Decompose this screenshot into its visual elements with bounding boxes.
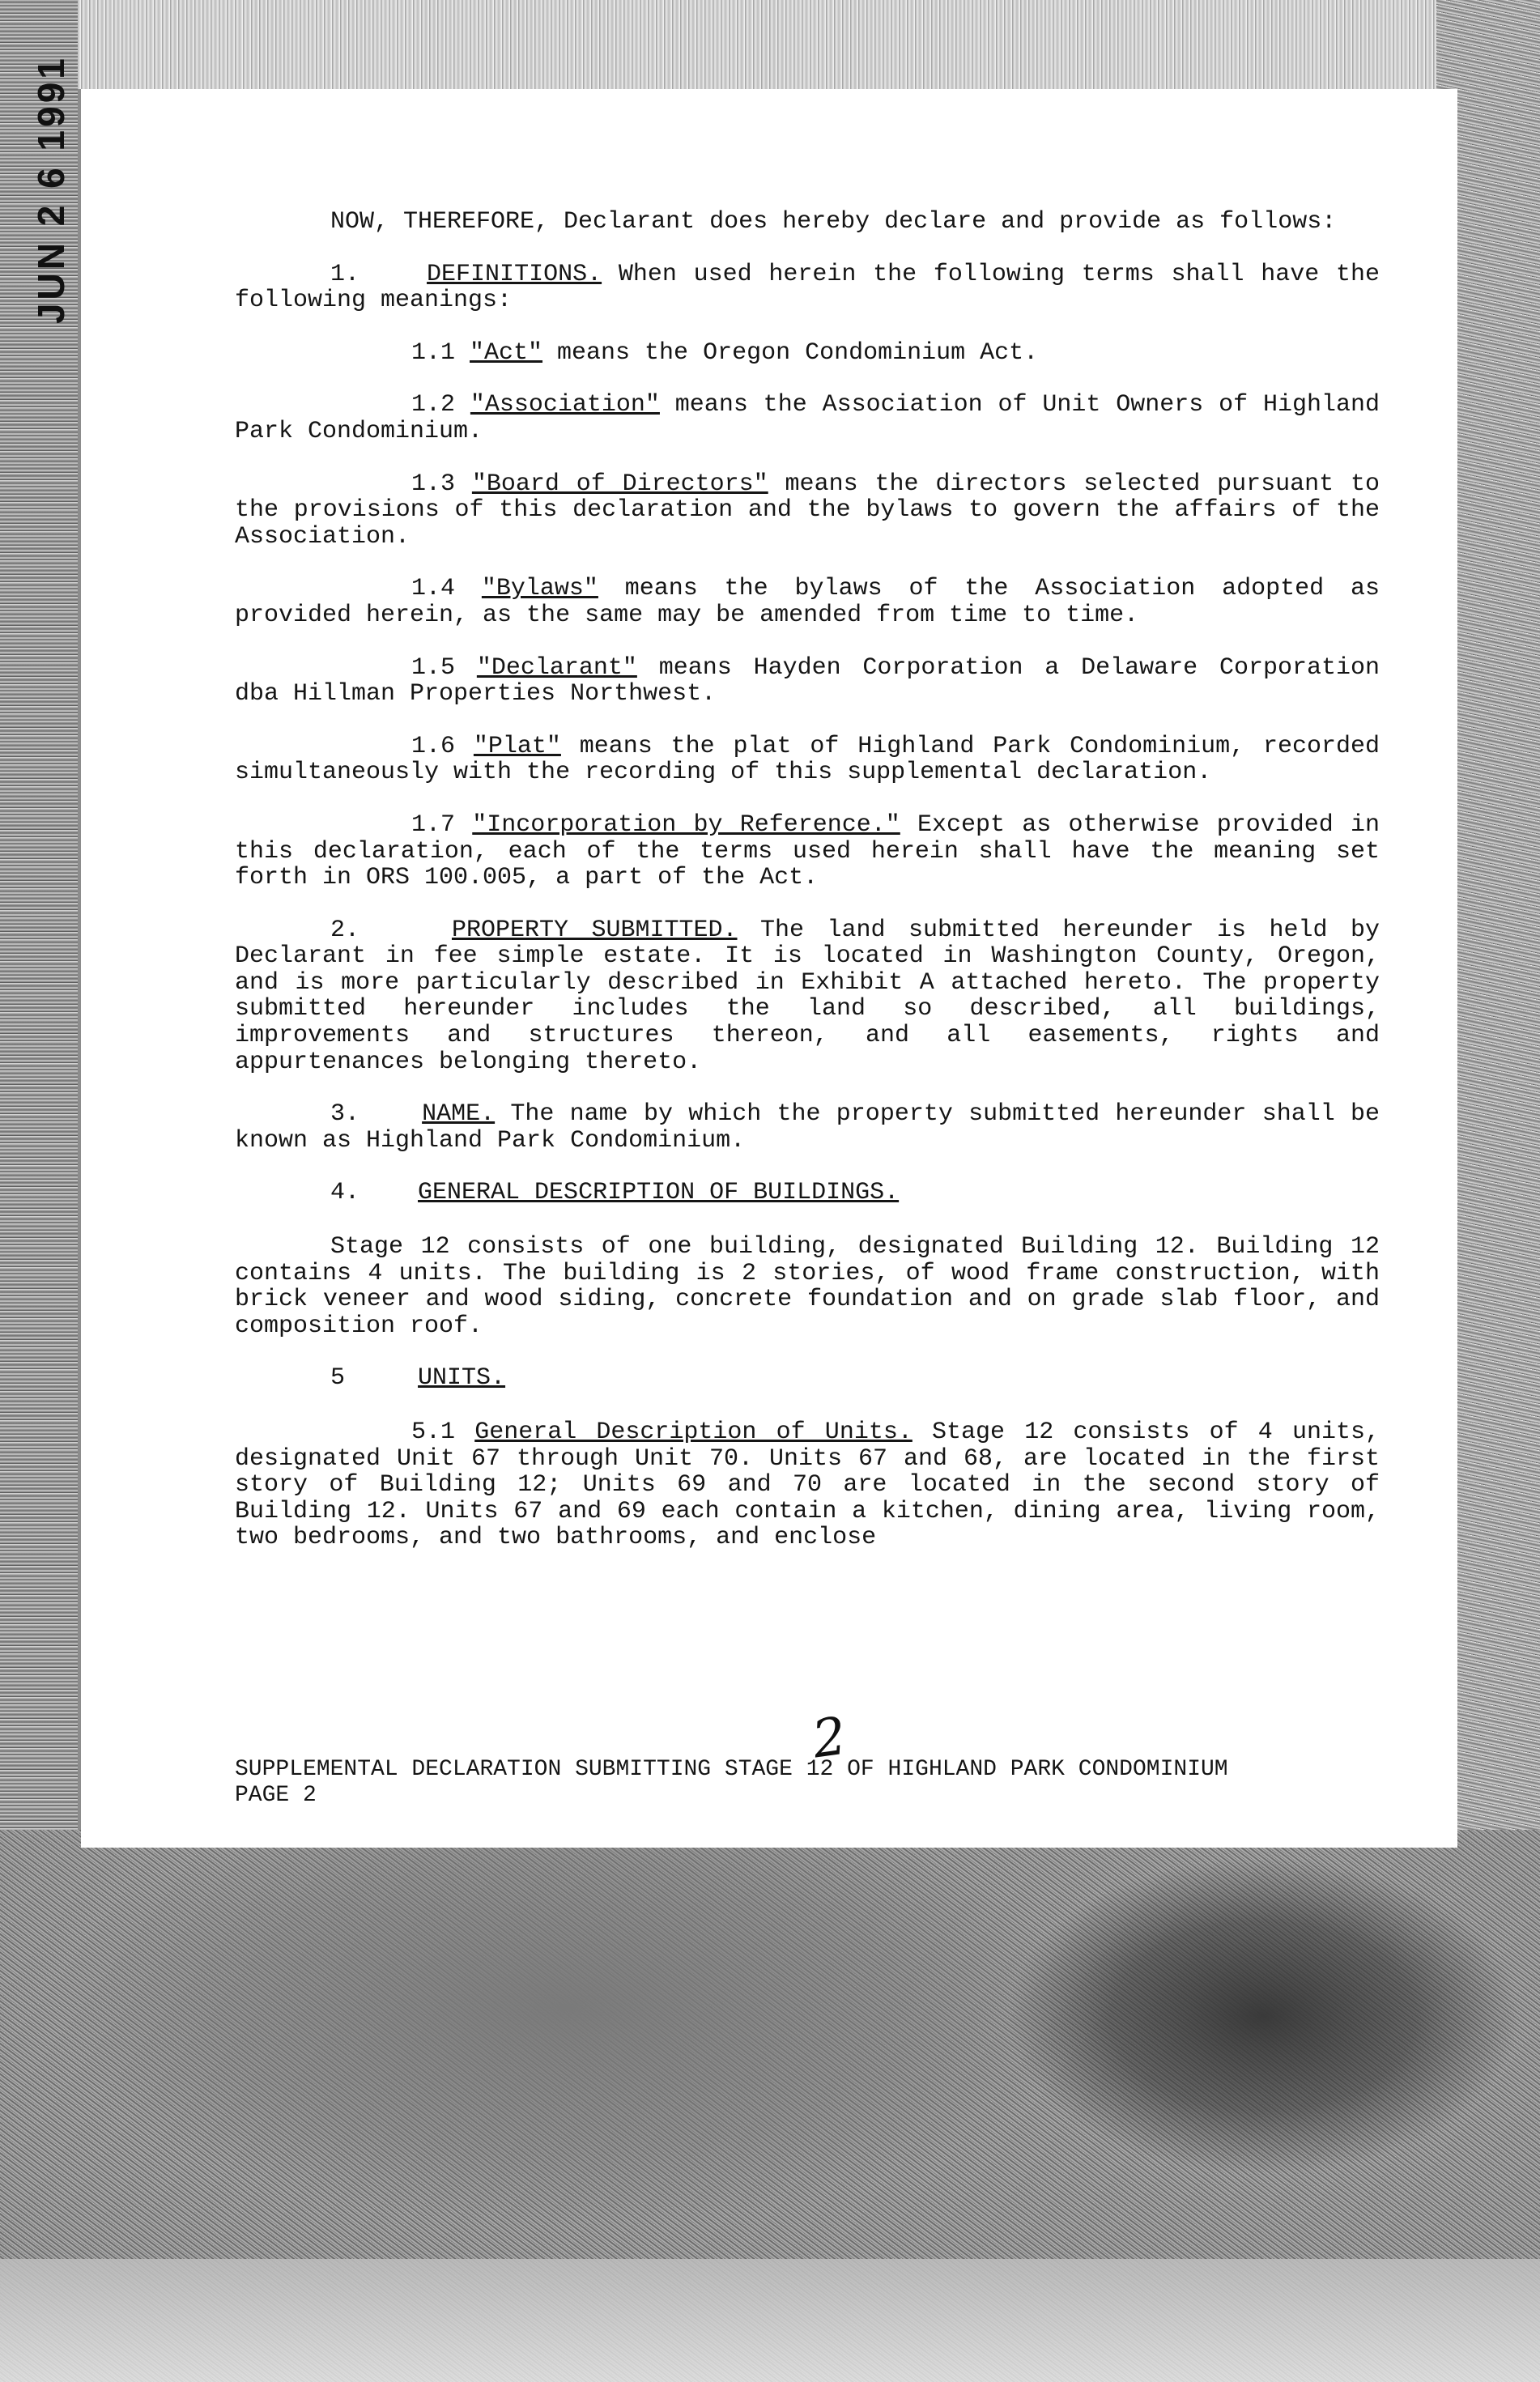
definition-association — [235, 392, 1380, 444]
definition-term: "Declarant" — [476, 653, 637, 682]
section-units-heading — [235, 1365, 1380, 1392]
section-units-general-description — [235, 1419, 1380, 1551]
section-buildings-heading — [235, 1180, 1380, 1206]
definition-term: "Bylaws" — [481, 575, 598, 603]
definition-number: 1.3 — [411, 470, 472, 498]
scan-noise-top — [0, 0, 1540, 89]
definition-number: 1.2 — [411, 391, 470, 419]
section-heading: GENERAL DESCRIPTION OF BUILDINGS. — [418, 1179, 900, 1207]
section-heading: DEFINITIONS. — [427, 260, 602, 288]
definition-declarant — [235, 655, 1380, 708]
definition-number: 1.6 — [411, 732, 474, 760]
definition-text: Stage 12 consists of 4 units, designated Unit 67 through Unit 70. Units 67 and 68, are located in the first story of Building 12; Units 69 and 70 are located in the second story of Building 12. Units 67 and 69 each contain a kitchen, dining area, living room, two bedrooms, and two bathrooms, and enclose — [235, 1419, 1380, 1552]
definition-term: "Incorporation by Reference." — [472, 810, 900, 839]
section-name — [235, 1101, 1380, 1154]
definition-bylaws — [235, 576, 1380, 628]
definition-text: means the Association of Unit Owners of Highland Park Condominium. — [235, 391, 1380, 445]
definition-text: Except as otherwise provided in this declaration, each of the terms used herein shall have the meaning set forth in ORS 100.005, a part of the Act. — [235, 810, 1380, 892]
definition-incorporation-by-reference — [235, 812, 1380, 891]
section-number: 3. — [330, 1100, 360, 1129]
definition-number: 1.7 — [411, 810, 473, 839]
definition-act — [235, 340, 1380, 367]
section-text: The name by which the property submitted hereunder shall be known as Highland Park Condominium. — [235, 1100, 1380, 1155]
definition-text: means the plat of Highland Park Condominium, recorded simultaneously with the recording of this supplemental declaration. — [235, 732, 1380, 787]
intro-paragraph: NOW, THEREFORE, Declarant does hereby declare and provide as follows: — [330, 208, 1337, 236]
section-text: When used herein the following terms shall have the following meanings: — [235, 260, 1380, 315]
document-body — [235, 209, 1380, 1577]
definition-board-of-directors — [235, 471, 1380, 551]
section-text: The land submitted hereunder is held by Declarant in fee simple estate. It is located in Washington County, Oregon, and is more particularly described in Exhibit A attached hereto. The property submitted hereunder includes the land so described, all buildings, improvements and structures thereon, and all easements, rights and appurtenances belonging thereto. — [235, 916, 1380, 1076]
handwritten-page-number: 2 — [809, 1706, 850, 1771]
footer-title: SUPPLEMENTAL DECLARATION SUBMITTING STAGE 12 OF HIGHLAND PARK CONDOMINIUM — [235, 1757, 1228, 1782]
section-number: 2. — [330, 916, 360, 944]
definition-text: means the Oregon Condominium Act. — [542, 338, 1039, 367]
definition-term: General Description of Units. — [474, 1419, 913, 1446]
definition-term: "Plat" — [473, 732, 561, 760]
definition-term: "Board of Directors" — [471, 470, 768, 498]
definition-number: 1.5 — [411, 653, 477, 682]
definition-number: 5.1 — [411, 1419, 475, 1446]
date-stamp: JUN 2 6 1991 — [30, 55, 72, 324]
definition-term: "Act" — [470, 338, 543, 367]
definition-number: 1.1 — [411, 338, 470, 367]
definition-text: means the directors selected pursuant to the provisions of this declaration and the bylaws to govern the affairs of the Association. — [235, 470, 1380, 551]
section-heading: UNITS. — [418, 1364, 506, 1393]
definition-term: "Association" — [470, 391, 660, 419]
section-buildings-text: Stage 12 consists of one building, designated Building 12. Building 12 contains 4 units. The building is 2 stories, of wood frame construction, with brick veneer and wood siding, concrete foundation and on grade slab floor, and composition roof. — [235, 1233, 1380, 1340]
section-heading: NAME. — [422, 1100, 496, 1129]
section-property-submitted — [235, 917, 1380, 1076]
page-footer — [235, 1757, 1380, 1809]
section-definitions — [235, 262, 1380, 314]
section-heading: PROPERTY SUBMITTED. — [451, 916, 738, 944]
definition-text: means Hayden Corporation a Delaware Corporation dba Hillman Properties Northwest. — [235, 653, 1380, 708]
section-number: 4. — [330, 1179, 360, 1207]
definition-plat — [235, 734, 1380, 786]
definition-text: means the bylaws of the Association adopted as provided herein, as the same may be amended from time to time. — [235, 575, 1380, 629]
definition-number: 1.4 — [411, 575, 482, 603]
section-number: 1. — [330, 260, 360, 288]
scan-noise-bottom-fade — [0, 2259, 1540, 2382]
section-number: 5 — [330, 1364, 346, 1393]
footer-page-number: PAGE 2 — [235, 1783, 317, 1808]
